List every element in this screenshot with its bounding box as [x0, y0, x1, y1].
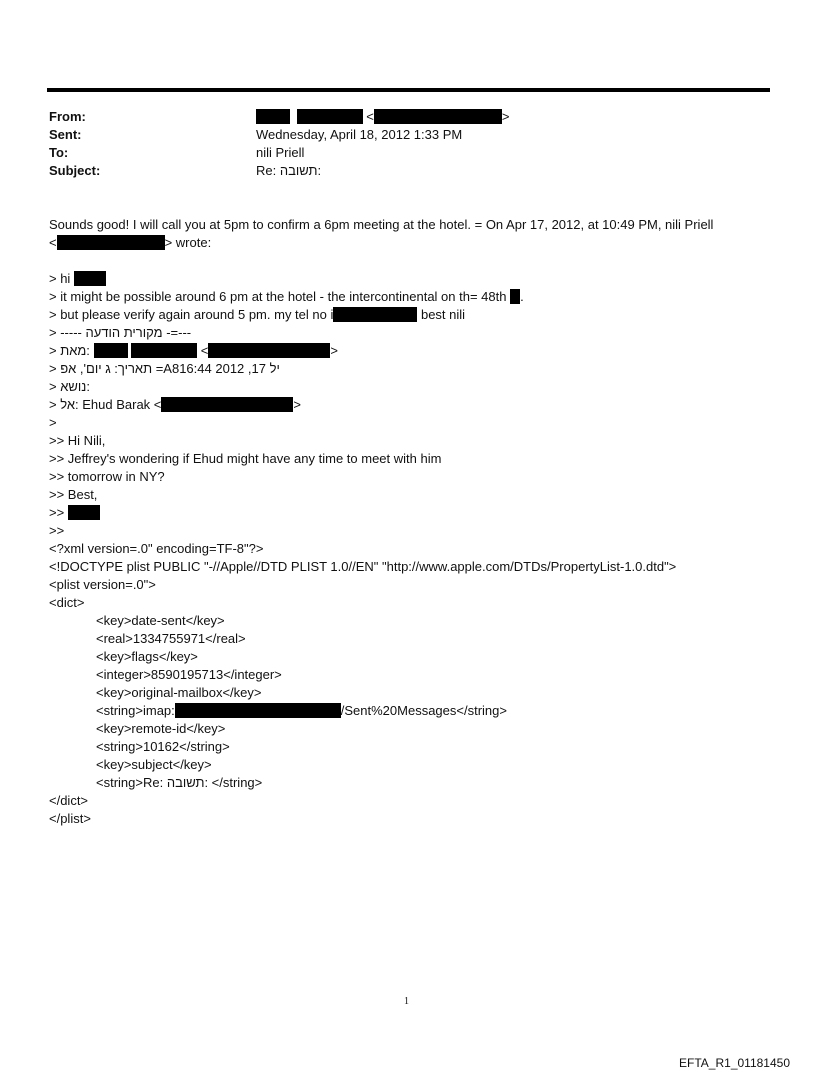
redaction-box [297, 109, 363, 124]
quote-line [49, 271, 106, 286]
xml-line: </plist> [49, 811, 91, 826]
body-intro-line-2 [49, 235, 211, 250]
quote-line: >> Best, [49, 487, 98, 502]
from-label: From: [49, 109, 86, 124]
xml-line: </dict> [49, 793, 89, 808]
quote-text: > but please verify again around 5 pm. my tel no i [49, 307, 334, 322]
body-intro-line: Sounds good! I will call you at 5pm to confirm a 6pm meeting at the hotel. = On Apr 17, 2012, at 10:49 PM, nili Priell [49, 217, 714, 232]
quote-text: < [197, 343, 209, 358]
xml-text: /Sent%20Messages</string> [340, 703, 507, 718]
xml-line: <key>date-sent</key> [96, 613, 225, 628]
quote-line: >> tomorrow in NY? [49, 469, 165, 484]
sent-label: Sent: [49, 127, 82, 142]
quote-text: . [520, 289, 524, 304]
quote-line [49, 289, 524, 304]
redaction-box [374, 109, 502, 124]
intro-wrote: > wrote: [164, 235, 212, 250]
xml-line: <dict> [49, 595, 85, 610]
quote-text: > [330, 343, 338, 358]
quote-line: >> Jeffrey's wondering if Ehud might have any time to meet with him [49, 451, 442, 466]
quote-line [49, 397, 301, 412]
xml-line: <key>subject</key> [96, 757, 212, 772]
xml-line [96, 703, 507, 718]
page-number: 1 [404, 996, 409, 1007]
redaction-box [256, 109, 290, 124]
intro-open-bracket: < [49, 235, 57, 250]
from-close-bracket: > [501, 109, 510, 124]
redaction-box [510, 289, 520, 304]
to-value: nili Priell [256, 145, 305, 160]
redaction-box [57, 235, 165, 250]
redaction-box [333, 307, 417, 322]
quote-line [49, 307, 465, 322]
quote-text: >> [49, 505, 68, 520]
xml-line: <integer>8590195713</integer> [96, 667, 282, 682]
sent-value: Wednesday, April 18, 2012 1:33 PM [256, 127, 463, 142]
quote-line: > ----- מקורית הודעה -=--- [49, 325, 192, 340]
xml-line: <key>flags</key> [96, 649, 198, 664]
quote-line: >> Hi Nili, [49, 433, 106, 448]
xml-line: <?xml version=.0" encoding=TF-8"?> [49, 541, 264, 556]
document-id: EFTA_R1_01181450 [679, 1056, 790, 1070]
redaction-box [131, 343, 197, 358]
from-open-bracket: < [366, 109, 374, 124]
xml-line: <!DOCTYPE plist PUBLIC "-//Apple//DTD PLIST 1.0//EN" "http://www.apple.com/DTDs/PropertyList-1.0.dtd"> [49, 559, 677, 574]
redaction-box [208, 343, 330, 358]
redaction-box [94, 343, 128, 358]
xml-line: <key>original-mailbox</key> [96, 685, 262, 700]
quote-text: > מאת: [49, 343, 94, 358]
quote-text: > אל: Ehud Barak < [49, 397, 162, 412]
xml-line: <key>remote-id</key> [96, 721, 226, 736]
quote-line [49, 505, 100, 520]
subject-value: Re: תשובה: [256, 163, 322, 178]
redaction-box [68, 505, 100, 520]
quote-text: > hi [49, 271, 74, 286]
xml-line: <plist version=.0"> [49, 577, 156, 592]
from-value [256, 109, 509, 124]
to-label: To: [49, 145, 69, 160]
xml-text: <string>imap: [96, 703, 175, 718]
header-rule [47, 88, 770, 92]
quote-text: > [293, 397, 301, 412]
subject-label: Subject: [49, 163, 101, 178]
quote-line: > נושא: [49, 379, 90, 394]
quote-line: > [49, 415, 57, 430]
redaction-box [74, 271, 106, 286]
xml-line: <real>1334755971</real> [96, 631, 246, 646]
redaction-box [175, 703, 341, 718]
quote-line: >> [49, 523, 65, 538]
xml-line: <string>10162</string> [96, 739, 230, 754]
quote-line: > תאריך: ג יום', אפ =A8יל 17, 2012 16:44 [49, 361, 280, 376]
redaction-box [161, 397, 293, 412]
quote-text: > it might be possible around 6 pm at the hotel - the intercontinental on th= 48th [49, 289, 511, 304]
quote-line [49, 343, 338, 358]
xml-line: <string>Re: תשובה: </string> [96, 775, 263, 790]
quote-text: best nili [417, 307, 466, 322]
